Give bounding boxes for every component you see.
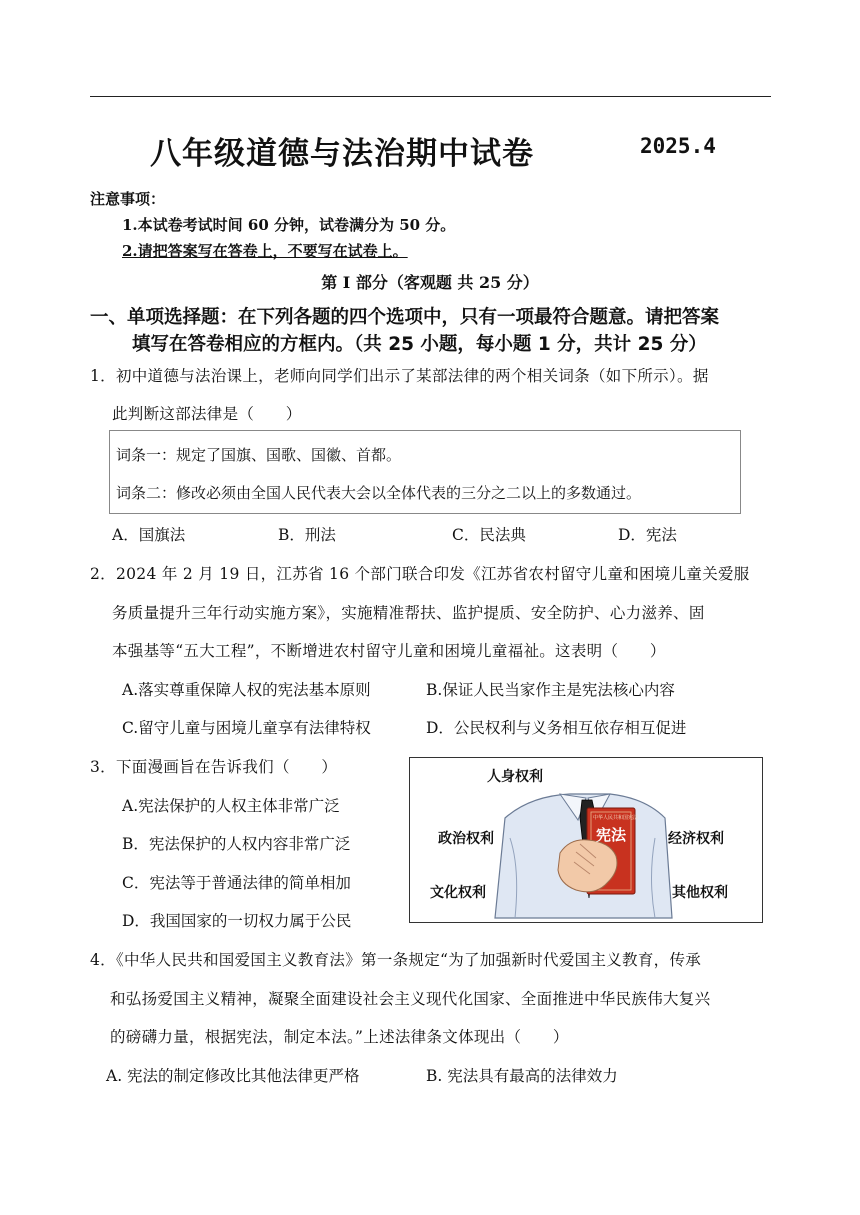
question-1-entry-box (109, 430, 741, 514)
constitution-cartoon (409, 757, 763, 923)
question-4-line: 4．《中华人民共和国爱国主义教育法》第一条规定“为了加强新时代爱国主义教育，传承 (90, 951, 702, 969)
option-a: A．国旗法 (112, 526, 186, 544)
option-c: C．民法典 (452, 526, 526, 544)
notice-heading: 注意事项： (90, 190, 166, 208)
option-c: C．宪法等于普通法律的简单相加 (122, 874, 351, 892)
section-heading-line: 一、单项选择题：在下列各题的四个选项中，只有一项最符合题意。请把答案 (90, 307, 720, 328)
label-cultural-rights: 文化权利 (430, 885, 486, 901)
part-title: 第 I 部分（客观题 共 25 分） (321, 273, 539, 292)
option-d: D．我国国家的一切权力属于公民 (122, 912, 352, 930)
option-b: B．宪法保护的人权内容非常广泛 (122, 835, 351, 853)
question-4-line: 和弘扬爱国主义精神，凝聚全面建设社会主义现代化国家、全面推进中华民族伟大复兴 (110, 990, 711, 1008)
option-a: A.宪法保护的人权主体非常广泛 (122, 797, 340, 815)
option-a: A. 宪法的制定修改比其他法律更严格 (106, 1067, 360, 1085)
option-c: C.留守儿童与困境儿童享有法律特权 (122, 719, 371, 737)
section-heading-line: 填写在答卷相应的方框内。（共 25 小题，每小题 1 分，共计 25 分） (132, 334, 707, 355)
option-b: B. 宪法具有最高的法律效力 (426, 1067, 618, 1085)
question-2-line: 本强基等“五大工程”，不断增进农村留守儿童和困境儿童福祉。这表明（ ） (112, 642, 666, 660)
book-title: 宪法 (596, 826, 627, 844)
option-d: D．宪法 (618, 526, 677, 544)
label-political-rights: 政治权利 (438, 831, 494, 847)
question-2-line: 2．2024 年 2 月 19 日，江苏省 16 个部门联合印发《江苏省农村留守儿童和困境儿童关爱服 (90, 565, 750, 583)
book-small-title: 中华人民共和国宪法 (593, 815, 639, 821)
notice-item: 1.本试卷考试时间 60 分钟，试卷满分为 50 分。 (122, 216, 456, 234)
notice-item: 2.请把答案写在答卷上，不要写在试卷上。 (122, 242, 408, 260)
question-1-line: 此判断这部法律是（ ） (112, 405, 302, 423)
label-economic-rights: 经济权利 (668, 831, 724, 847)
option-a: A.落实尊重保障人权的宪法基本原则 (122, 681, 371, 699)
question-3-line: 3．下面漫画旨在告诉我们（ ） (90, 758, 338, 776)
label-other-rights: 其他权利 (672, 885, 728, 901)
label-personal-rights: 人身权利 (487, 769, 543, 785)
section-heading (90, 304, 780, 358)
exam-title: 八年级道德与法治期中试卷 (150, 136, 534, 172)
title-row (90, 128, 771, 172)
option-b: B.保证人民当家作主是宪法核心内容 (426, 681, 675, 699)
entry-line: 词条二：修改必须由全国人民代表大会以全体代表的三分之二以上的多数通过。 (116, 484, 642, 502)
exam-date: 2025.4 (640, 134, 716, 158)
option-d: D．公民权利与义务相互依存相互促进 (426, 719, 687, 737)
question-2-line: 务质量提升三年行动实施方案》，实施精准帮扶、监护提质、安全防护、心力滋养、固 (112, 604, 705, 622)
entry-line: 词条一：规定了国旗、国歌、国徽、首都。 (116, 446, 402, 464)
option-b: B．刑法 (278, 526, 336, 544)
question-4-line: 的磅礴力量，根据宪法，制定本法。”上述法律条文体现出（ ） (110, 1028, 569, 1046)
question-1-line: 1．初中道德与法治课上，老师向同学们出示了某部法律的两个相关词条（如下所示）。据 (90, 367, 709, 385)
top-rule (90, 96, 771, 97)
